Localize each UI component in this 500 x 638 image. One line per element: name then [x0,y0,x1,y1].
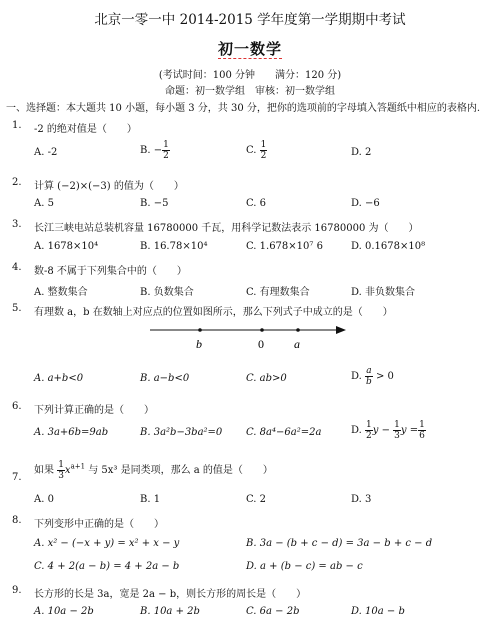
q8-option-c: C. 4 + 2(a − b) = 4 + 2a − b [34,561,180,572]
q4-option-b: B. 负数集合 [140,287,194,298]
q6-stem: 下列计算正确的是（ ） [34,405,154,416]
q5-option-a: A. a+b<0 [34,373,84,384]
label-zero: 0 [258,337,264,351]
point-a [296,328,300,332]
q8-option-b: B. 3a − (b + c − d) = 3a − b + c − d [246,538,433,549]
q6-option-b: B. 3a²b−3ba²=0 [140,427,223,438]
arrow-right-icon [336,326,346,334]
q8-option-d: D. a + (b − c) = ab − c [246,561,363,572]
q8-option-a: A. x² − (−x + y) = x² + x − y [34,538,180,549]
q3-option-d: D. 0.1678×10⁸ [351,241,426,252]
q1-stem: -2 的绝对值是（ ） [34,124,137,135]
q9-option-a: A. 10a − 2b [34,606,94,617]
q2-option-c: C. 6 [246,198,267,209]
q9-option-b: B. 10a + 2b [140,606,200,617]
q6-option-c: C. 8a⁴−6a²=2a [246,427,322,438]
q2-stem: 计算 (−2)×(−3) 的值为（ ） [34,181,184,192]
q7-option-b: B. 1 [140,494,161,505]
label-a: a [294,337,300,351]
q7-number: 7. [12,472,22,483]
label-b: b [196,337,202,351]
point-b [198,328,202,332]
number-line [150,318,350,354]
exam-title: 北京一零一中 2014-2015 学年度第一学期期中考试 [94,12,406,28]
q4-stem: 数-8 不属于下列集合中的（ ） [34,266,187,277]
q9-stem: 长方形的长是 3a，宽是 2a − b，则长方形的周长是（ ） [34,589,307,600]
q5-stem: 有理数 a，b 在数轴上对应点的位置如图所示，那么下列式子中成立的是（ ） [34,307,393,318]
q5-option-b: B. a−b<0 [140,373,190,384]
q3-stem: 长江三峡电站总装机容量 16780000 千瓦，用科学记数法表示 16780000 为（ ） [34,223,419,234]
q7-option-d: D. 3 [351,494,372,505]
q5-option-c: C. ab>0 [246,373,287,384]
q4-option-c: C. 有理数集合 [246,287,310,298]
q4-option-d: D. 非负数集合 [351,287,416,298]
q1-option-d: D. 2 [351,147,372,158]
q3-number: 3. [12,219,22,230]
q5-number: 5. [12,303,22,314]
q8-number: 8. [12,515,22,526]
q6-option-d: D. $\frac{1}{2}$ y − $\frac{1}{3}$ y = $\frac{1}{6}$ [351,420,425,441]
q9-number: 9. [12,585,22,596]
q2-option-a: A. 5 [34,198,54,209]
q2-option-d: D. −6 [351,198,380,209]
q7-stem: 如果 $\frac{1}{3}$ $x^{a+1}$ 与 5x³ 是同类项，那么 a 的值是（ ） [34,460,273,481]
q3-option-c: C. 1.678×10⁷ 6 [246,241,323,252]
section-intro: 一、选择题：本大题共 10 小题，每小题 3 分，共 30 分，把你的选项前的字母填入答题纸中相应的表格内. [6,103,481,114]
q1-option-b: B. − $\frac{1}{2}$ [140,140,169,161]
subject-title [0,38,500,59]
q5-option-d: D. $\frac{a}{b}$ > 0 [351,366,394,387]
q1-option-c: C. $\frac{1}{2}$ [246,140,267,161]
q4-number: 4. [12,262,22,273]
q6-option-a: A. 3a+6b=9ab [34,427,109,438]
q3-option-a: A. 1678×10⁴ [34,241,99,252]
q6-number: 6. [12,401,22,412]
q8-stem: 下列变形中正确的是（ ） [34,519,164,530]
q7-option-c: C. 2 [246,494,267,505]
q9-option-c: C. 6a − 2b [246,606,300,617]
q1-option-a: A. -2 [34,147,58,158]
time-limit: (考试时间：100 分钟 满分：120 分) [158,70,342,81]
q2-option-b: B. −5 [140,198,169,209]
q9-option-d: D. 10a − b [351,606,405,617]
subject-text: 初一数学 [217,40,282,58]
q3-option-b: B. 16.78×10⁴ [140,241,208,252]
authors: 命题：初一数学组 审核：初一数学组 [165,86,335,97]
q4-option-a: A. 整数集合 [34,287,88,298]
q2-number: 2. [12,177,22,188]
q7-option-a: A. 0 [34,494,54,505]
point-zero [260,328,264,332]
q1-number: 1. [12,120,22,131]
